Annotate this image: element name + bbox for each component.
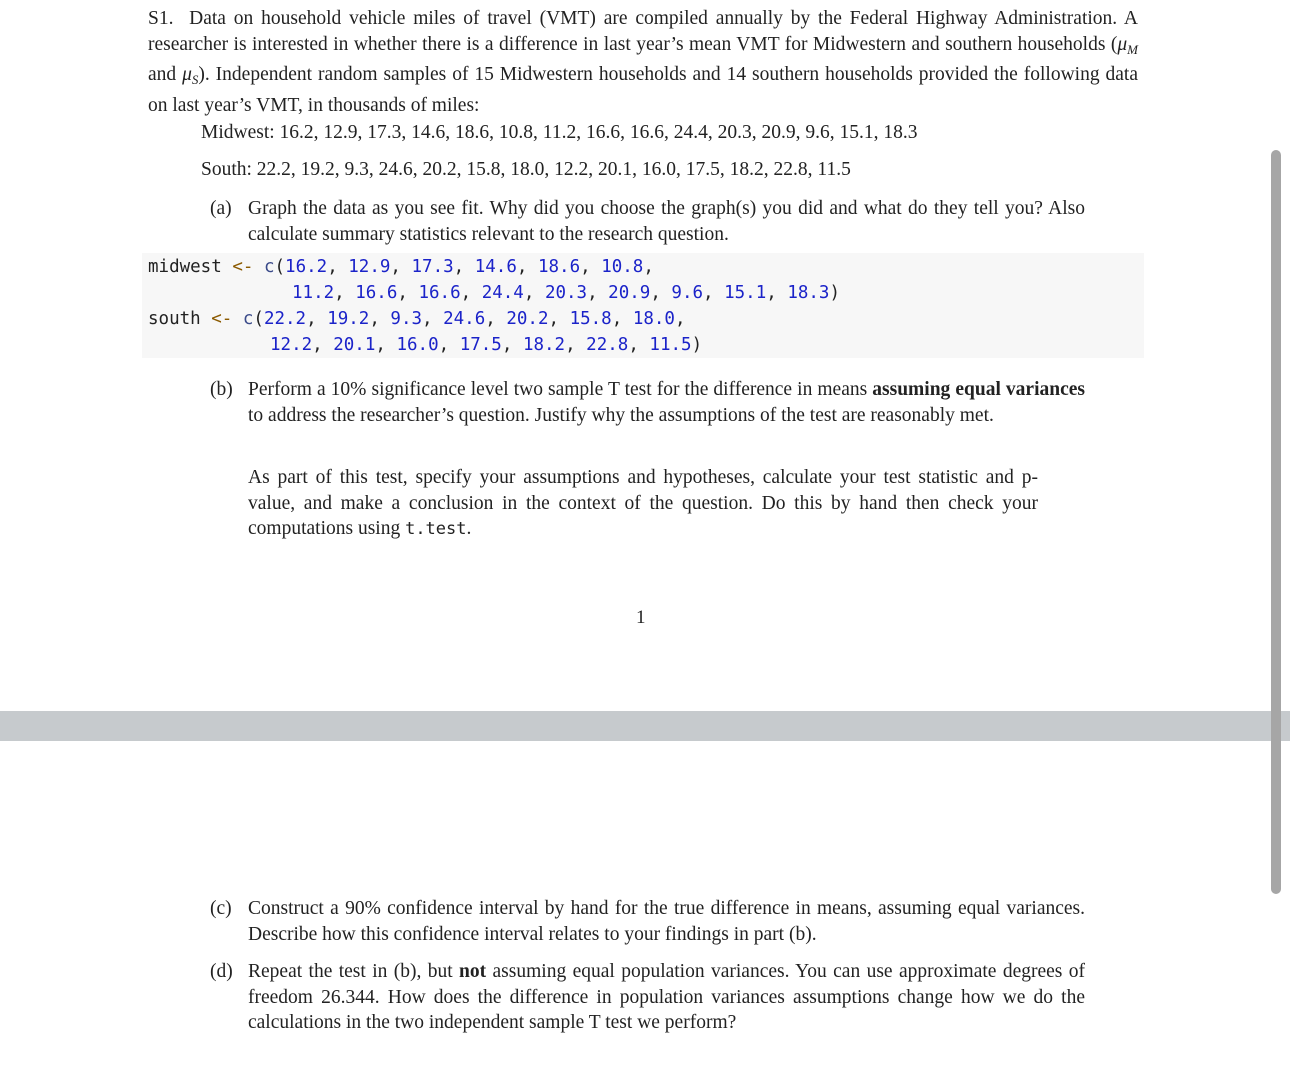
code-number: 20.9 (608, 283, 651, 303)
and-word: and (148, 64, 183, 85)
problem-intro (148, 6, 1138, 118)
code-number: 17.5 (459, 335, 502, 355)
code-number: 20.2 (506, 309, 549, 329)
code-midwest-values-2: 11.2, 16.6, 16.6, 24.4, 20.3, 20.9, 9.6, 15.1, 18.3 (292, 283, 830, 303)
part-d-text-pre: Repeat the test in (b), but (248, 961, 460, 982)
code-number: 18.6 (537, 257, 581, 277)
code-south-values-2: 12.2, 20.1, 16.0, 17.5, 18.2, 22.8, 11.5 (270, 335, 692, 355)
code-number: 16.2 (285, 257, 328, 277)
code-number: 20.3 (544, 283, 588, 303)
part-b-text (248, 377, 1085, 428)
code-number: 22.8 (586, 335, 629, 355)
code-south-var: south (148, 309, 201, 329)
problem-label: S1. (148, 8, 174, 29)
code-assign-op-2: <- (211, 309, 233, 329)
part-b-label: (b) (210, 379, 233, 400)
code-number: 11.5 (649, 335, 692, 355)
part-a-label: (a) (210, 198, 232, 219)
part-d (210, 959, 1085, 1036)
code-number: 18.3 (787, 283, 830, 303)
part-b-para2-pre: As part of this test, specify your assumptions and hypotheses, calculate your test statistic and p-value, and make a conclusion in the context of the question. Do this by hand then check your computations using (248, 467, 1038, 539)
mu-m-symbol: μ (1117, 33, 1128, 55)
part-b-para2-post: . (466, 518, 472, 539)
intro-text-1: Data on household vehicle miles of travel (VMT) are compiled annually by the Federal Highway Administration. A researcher is interested in whether there is a difference in last year’s mean VMT for Midwestern and southern households ( (148, 8, 1138, 55)
mu-s-subscript: S (191, 72, 199, 87)
code-line-2 (292, 281, 840, 307)
code-close-paren: ) (829, 283, 841, 303)
code-number: 9.6 (671, 283, 704, 303)
mu-s-symbol: μ (182, 64, 192, 85)
code-number: 20.1 (333, 335, 376, 355)
page-number: 1 (636, 607, 646, 628)
t-test-code: t.test (405, 519, 467, 539)
code-number: 16.6 (355, 283, 398, 303)
part-b-text-post: to address the researcher’s question. Justify why the assumptions of the test are reasonably met. (248, 404, 994, 426)
code-number: 22.2 (263, 309, 307, 329)
part-c-text: Construct a 90% confidence interval by hand for the true difference in means, assuming equal variances. Describe how this confidence interval relates to your findings in part (b). (248, 898, 1085, 945)
code-midwest-values-1: 16.2, 12.9, 17.3, 14.6, 18.6, 10.8 (285, 257, 644, 277)
part-a (210, 196, 1085, 247)
page-break-separator (0, 711, 1290, 741)
mu-m-subscript: M (1127, 41, 1138, 57)
intro-text-2: ). Independent random samples of 15 Midwestern households and 14 southern households provided the following data on last year’s VMT, in thousands of miles: (148, 64, 1138, 116)
code-midwest-var: midwest (148, 257, 222, 277)
part-b-text-pre: Perform a 10% significance level two sample T test for the difference in means (248, 379, 873, 400)
code-line-4 (270, 333, 702, 359)
r-code-block (142, 253, 1144, 358)
code-close-paren-2: ) (691, 335, 703, 355)
code-number: 9.3 (390, 309, 423, 329)
code-open-paren: ( (274, 257, 286, 277)
part-c (210, 896, 1085, 947)
vertical-scrollbar[interactable] (1271, 150, 1281, 894)
code-number: 17.3 (411, 257, 454, 277)
part-c-label: (c) (210, 898, 232, 919)
code-open-paren-2: ( (253, 309, 264, 329)
code-number: 18.2 (522, 335, 566, 355)
code-number: 12.9 (348, 257, 391, 277)
part-d-label: (d) (210, 961, 233, 982)
code-number: 10.8 (601, 257, 644, 277)
part-d-text-post: assuming equal population variances. You can use approximate degrees of freedom 26.344. How does the difference in population variances assumptions change how we do the calculations in the two independent sample T test we perform? (248, 961, 1085, 1033)
code-south-values-1: 22.2, 19.2, 9.3, 24.6, 20.2, 15.8, 18.0 (263, 309, 675, 329)
part-b-paragraph-2 (248, 465, 1038, 543)
midwest-data-line: Midwest: 16.2, 12.9, 17.3, 14.6, 18.6, 10.8, 11.2, 16.6, 16.6, 24.4, 20.3, 20.9, 9.6, 15.1, 18.3 (201, 122, 918, 143)
code-number: 24.4 (481, 283, 524, 303)
code-number: 12.2 (270, 335, 313, 355)
code-number: 24.6 (443, 309, 486, 329)
code-number: 15.1 (724, 283, 767, 303)
code-number: 11.2 (292, 283, 335, 303)
code-assign-op: <- (232, 257, 254, 277)
code-number: 15.8 (569, 309, 612, 329)
code-line-3: south <- c(22.2, 19.2, 9.3, 24.6, 20.2, 15.8, 18.0, (148, 309, 686, 329)
code-number: 19.2 (327, 309, 370, 329)
code-c-fn: c (263, 257, 275, 277)
part-b-bold: assuming equal variances (872, 379, 1085, 400)
south-data-line: South: 22.2, 19.2, 9.3, 24.6, 20.2, 15.8, 18.0, 12.2, 20.1, 16.0, 17.5, 18.2, 22.8, 11.5 (201, 159, 851, 180)
part-b (210, 377, 1085, 428)
part-d-text (248, 959, 1085, 1036)
part-d-bold: not (459, 961, 487, 982)
code-number: 18.0 (632, 309, 675, 329)
code-number: 16.0 (396, 335, 439, 355)
code-number: 16.6 (418, 283, 461, 303)
code-c-fn-2: c (242, 309, 254, 329)
part-a-text: Graph the data as you see fit. Why did you choose the graph(s) you did and what do they tell you? Also calculate summary statistics relevant to the research question. (248, 198, 1085, 245)
code-number: 14.6 (474, 257, 517, 277)
code-line-1: midwest <- c(16.2, 12.9, 17.3, 14.6, 18.6, 10.8, (148, 257, 654, 277)
